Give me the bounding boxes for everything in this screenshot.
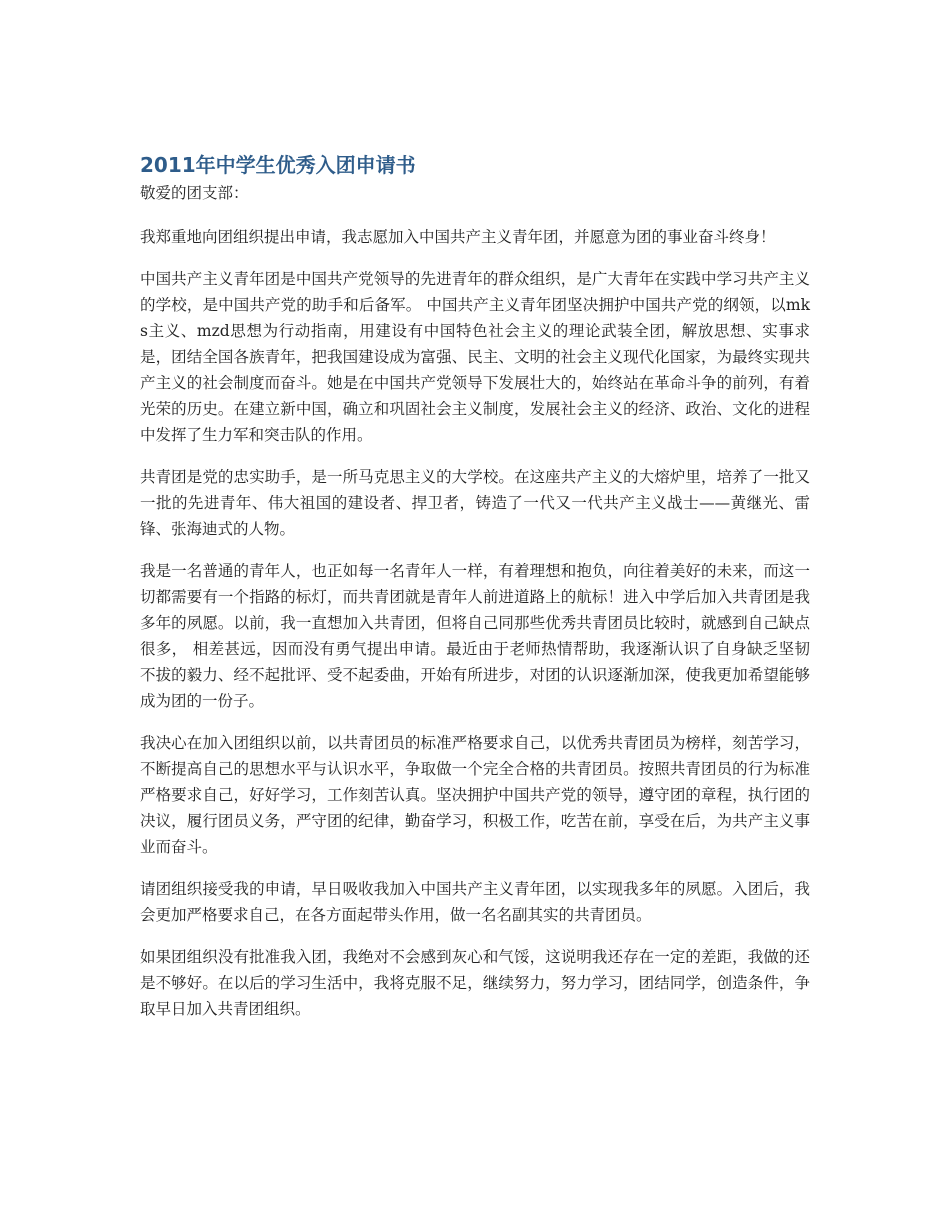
salutation: 敬爱的团支部： [140, 184, 249, 202]
paragraph-1: 我郑重地向团组织提出申请，我志愿加入中国共产主义青年团，并愿意为团的事业奋斗终身！ [140, 228, 776, 246]
document-page [140, 150, 810, 1038]
paragraph-4: 我是一名普通的青年人，也正如每一名青年人一样，有着理想和抱负，向往着美好的未来，而这一切都需要有一个指路的标灯，而共青团就是青年人前进道路上的航标！进入中学后加入共青团是我多年的夙愿。以前，我一直想加入共青团，但将自己同那些优秀共青团员比较时，就感到自己缺点很多， 相差甚远，因而没有勇气提出申请。最近由于老师热情帮助，我逐渐认识了自身缺乏坚韧不拔的毅力、经不起批评、受不起委曲，开始有所进步，对团的认识逐渐加深，使我更加希望能够成为团的一份子。 [140, 562, 810, 710]
paragraph-7: 如果团组织没有批准我入团，我绝对不会感到灰心和气馁，这说明我还存在一定的差距，我做的还是不够好。在以后的学习生活中，我将克服不足，继续努力，努力学习，团结同学，创造条件，争取早日加入共青团组织。 [140, 948, 810, 1018]
paragraph-5: 我决心在加入团组织以前，以共青团员的标准严格要求自己，以优秀共青团员为榜样，刻苦学习，不断提高自己的思想水平与认识水平，争取做一个完全合格的共青团员。按照共青团员的行为标准严格要求自己，好好学习，工作刻苦认真。坚决拥护中国共产党的领导，遵守团的章程，执行团的决议，履行团员义务，严守团的纪律，勤奋学习，积极工作，吃苦在前，享受在后，为共产主义事业而奋斗。 [140, 734, 810, 856]
document-title: 2011年中学生优秀入团申请书 [140, 153, 416, 177]
paragraph-6: 请团组织接受我的申请，早日吸收我加入中国共产主义青年团，以实现我多年的夙愿。入团后，我会更加严格要求自己，在各方面起带头作用，做一名名副其实的共青团员。 [140, 880, 810, 924]
paragraph-2: 中国共产主义青年团是中国共产党领导的先进青年的群众组织，是广大青年在实践中学习共产主义的学校，是中国共产党的助手和后备军。 中国共产主义青年团坚决拥护中国共产党的纲领，以mks主义、mzd思想为行动指南，用建设有中国特色社会主义的理论武装全团，解放思想、实事求是，团结全国各族青年，把我国建设成为富强、民主、文明的社会主义现代化国家，为最终实现共产主义的社会制度而奋斗。她是在中国共产党领导下发展壮大的，始终站在革命斗争的前列，有着光荣的历史。在建立新中国，确立和巩固社会主义制度，发展社会主义的经济、政治、文化的进程中发挥了生力军和突击队的作用。 [140, 270, 810, 444]
paragraph-3: 共青团是党的忠实助手，是一所马克思主义的大学校。在这座共产主义的大熔炉里，培养了一批又一批的先进青年、伟大祖国的建设者、捍卫者，铸造了一代又一代共产主义战士——黄继光、雷锋、张海迪式的人物。 [140, 468, 810, 538]
